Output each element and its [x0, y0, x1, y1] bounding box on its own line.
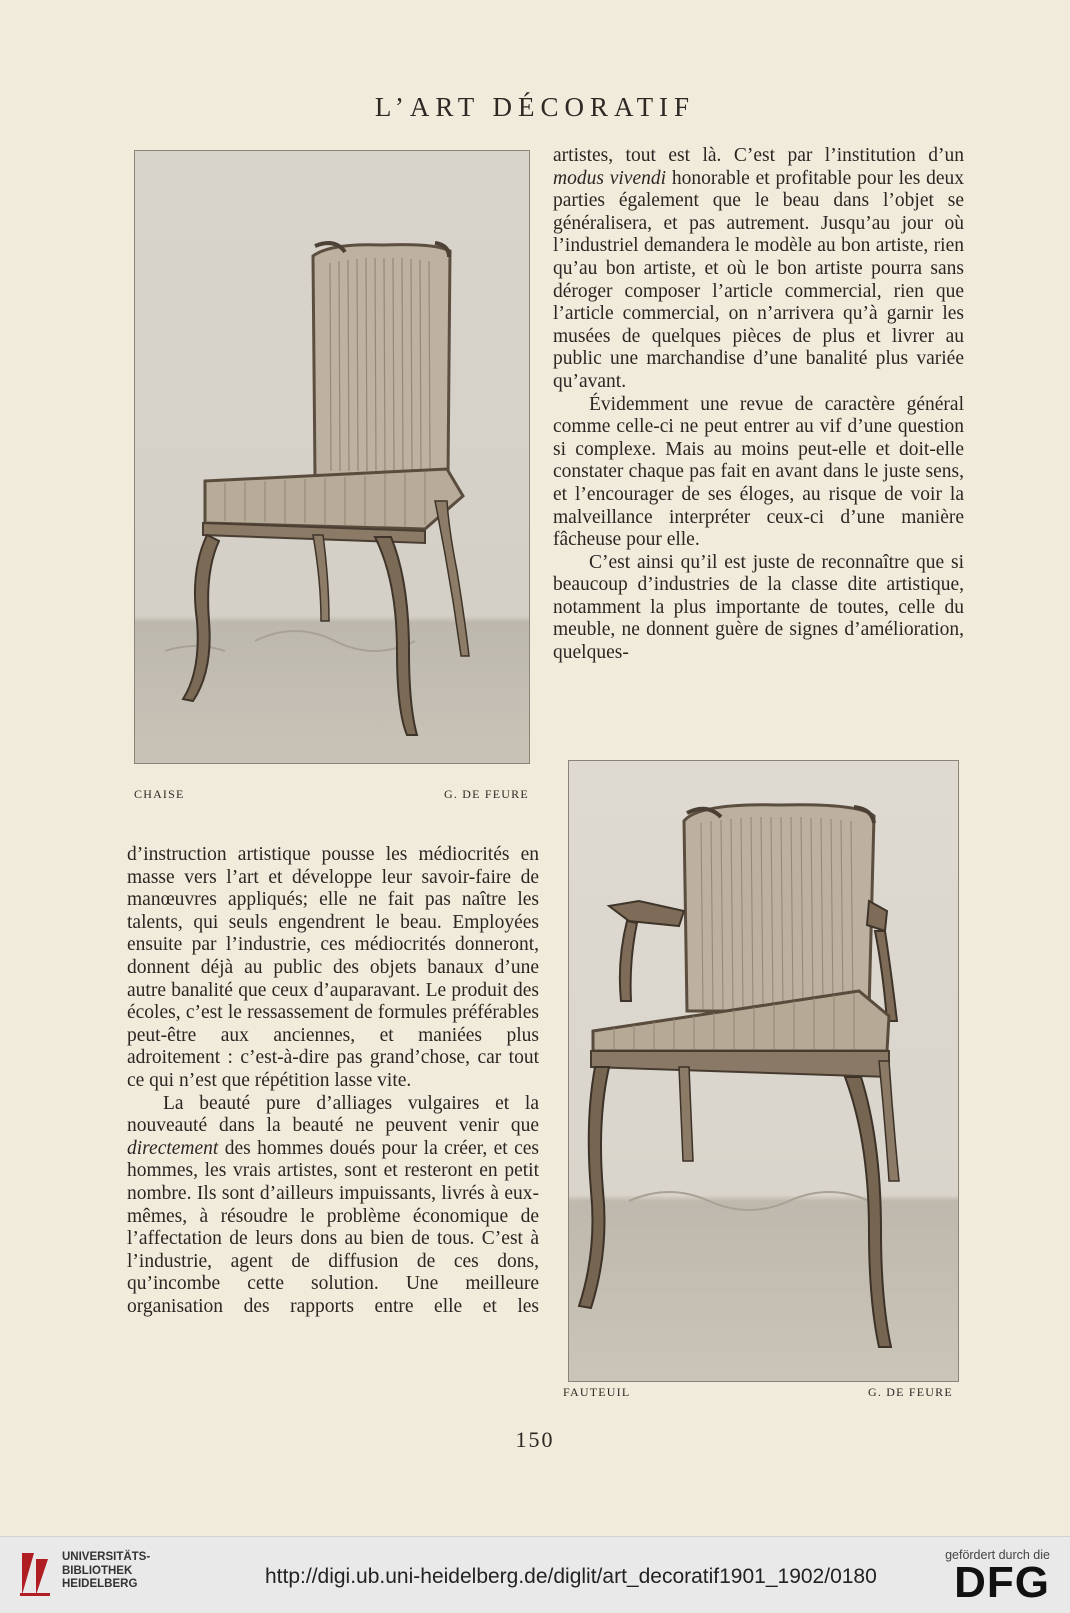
paragraph: d’instruction artistique pousse les médiocrités en masse vers l’art et développe leur savoir-faire de manœuvres appliqués; elle ne fait pas naître les talents, qui seuls engendrent le beau. Employées ensuite par l’industrie, ces médiocrités donneront, donnent déjà au public des objets banaux d’une autre banalité que ceux d’auparavant. Le produit des écoles, c’est le ressassement de formules préférables peut-être aux anciennes, et maniées plus adroitement : c’est-à-dire pas grand’chose, car tout ce qui n’est que répétition lasse vite.: [127, 844, 539, 1091]
paragraph: C’est ainsi qu’il est juste de reconnaître que si beaucoup d’industries de la classe dite artistique, notamment la plus importante de toutes, celle du meuble, ne donnent guère de signes d’amélioration, quelques-: [553, 551, 964, 664]
university-library-logo-icon: [14, 1549, 54, 1599]
fauteuil-caption-title: FAUTEUIL: [563, 1385, 631, 1399]
running-title: L’ART DÉCORATIF: [374, 92, 696, 122]
sponsor-note: gefördert durch die: [945, 1548, 1050, 1562]
page-number: 150: [515, 1427, 555, 1452]
library-name: UNIVERSITÄTS- BIBLIOTHEK HEIDELBERG: [62, 1551, 151, 1590]
chaise-photo: [134, 150, 530, 764]
paragraph: Évidemment une revue de caractère général comme celle-ci ne peut entrer au vif d’une question si complexe. Mais au moins peut-elle et doit-elle constater chaque pas fait en avant dans le juste sens, et l’encourager de ses éloges, au risque de voir la malveillance interpréter ceux-ci d’une manière fâcheuse pour elle.: [553, 393, 964, 551]
fauteuil-photo: [568, 760, 959, 1382]
text-column-left: [127, 844, 539, 1318]
fauteuil-caption-credit: G. DE FEURE: [868, 1385, 953, 1399]
text-column-right: [553, 145, 964, 665]
chaise-caption-credit: G. DE FEURE: [444, 787, 529, 801]
paragraph: artistes, tout est là. C’est par l’institution d’un modus vivendi honorable et profitable pour les deux parties également que le beau dans l’objet se généralisera, et pas autrement. Jusqu’au jour où l’industriel demandera le modèle au bon artiste, rien qu’au bon artiste, et où le bon artiste pourra sans déroger composer l’article commercial, rien que l’article commercial, on n’arrivera qu’à garnir les musées de quelques pièces de plus et livrer au public une marchandise d’une banalité plus variée qu’avant.: [553, 145, 964, 392]
digitization-footer: [0, 1536, 1070, 1613]
chaise-caption-title: CHAISE: [134, 787, 185, 801]
permalink-url[interactable]: http://digi.ub.uni-heidelberg.de/diglit/art_decoratif1901_1902/0180: [265, 1565, 877, 1588]
paragraph: La beauté pure d’alliages vulgaires et la nouveauté dans la beauté ne peuvent venir que directement des hommes doués pour la créer, et ces hommes, les vrais artistes, sont et resteront en petit nombre. Ils sont d’ailleurs impuissants, livrés à eux-mêmes, à résoudre le problème économique de l’affectation de leurs dons au bien de tous. C’est à l’industrie, agent de diffusion de ces dons, qu’incombe cette solution. Une meilleure organisation des rapports entre elle et les: [127, 1092, 539, 1317]
dfg-logo: DFG: [954, 1558, 1050, 1607]
